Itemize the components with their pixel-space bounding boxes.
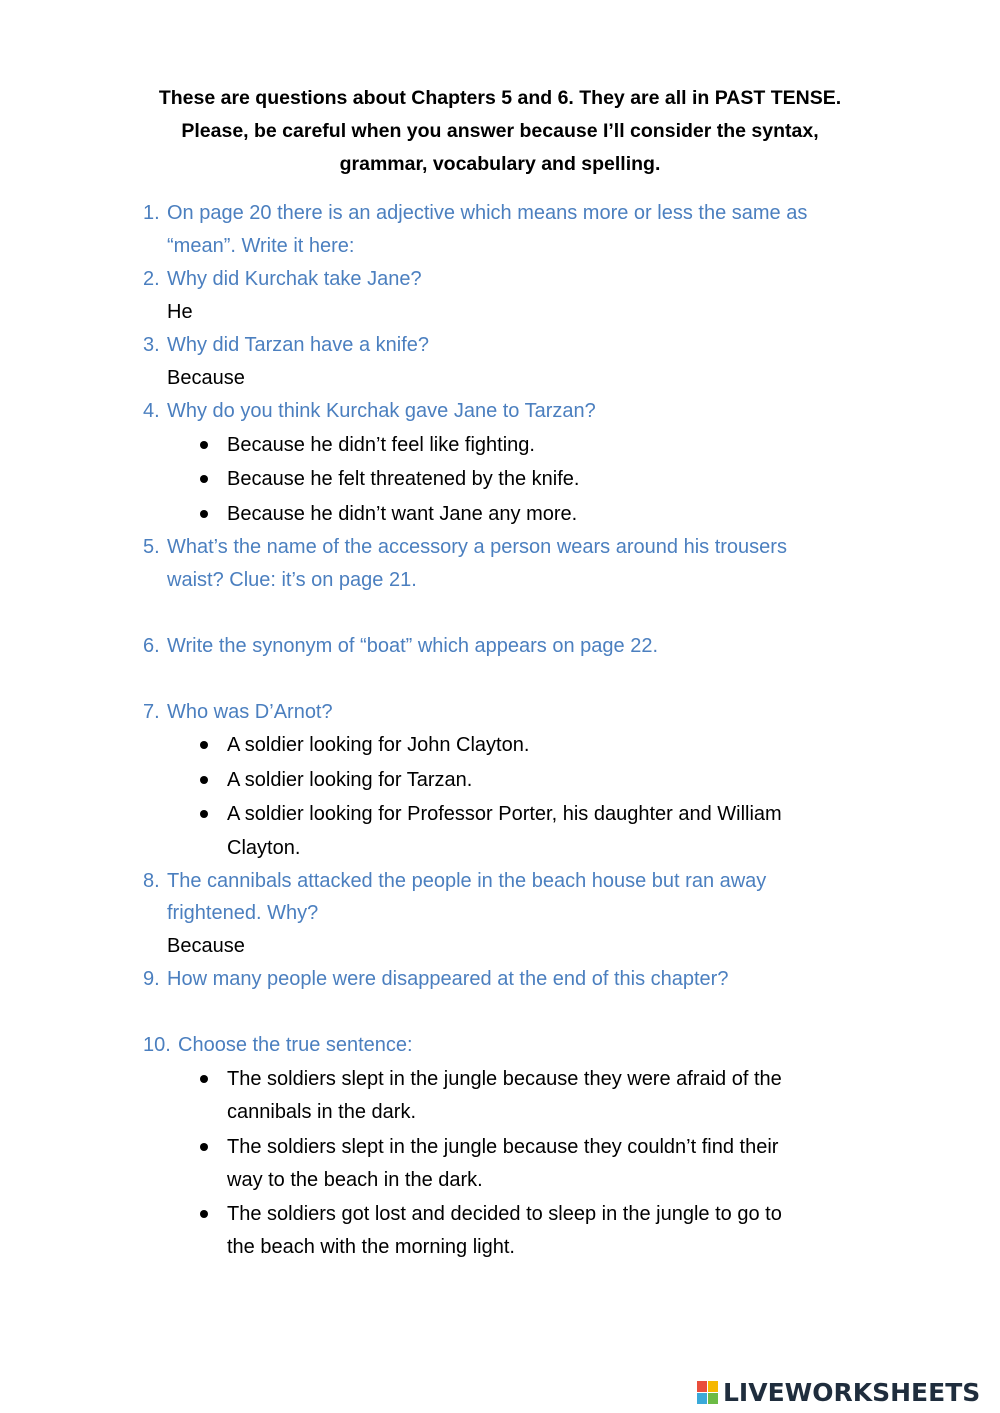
bullet-icon	[200, 776, 208, 784]
bullet-icon	[200, 1143, 208, 1151]
question-number: 4.	[143, 400, 160, 422]
question-number: 7.	[143, 701, 160, 723]
question-text: Write the synonym of “boat” which appears on page 22.	[167, 635, 659, 657]
option-10b[interactable]: The soldiers slept in the jungle because they couldn’t find their	[227, 1136, 779, 1158]
question-number: 5.	[143, 536, 160, 558]
option-7b[interactable]: A soldier looking for Tarzan.	[227, 769, 473, 791]
question-number: 6.	[143, 635, 160, 657]
bullet-icon	[200, 810, 208, 818]
question-number: 8.	[143, 870, 160, 892]
question-text: Why did Kurchak take Jane?	[167, 268, 422, 290]
question-number: 2.	[143, 268, 160, 290]
question-text: The cannibals attacked the people in the beach house but ran away	[167, 870, 767, 892]
option-4b[interactable]: Because he felt threatened by the knife.	[227, 468, 580, 490]
question-5-continued: waist? Clue: it’s on page 21.	[167, 569, 417, 591]
answer-starter-2: He	[167, 301, 193, 323]
question-text: Who was D’Arnot?	[167, 701, 333, 723]
option-10a[interactable]: The soldiers slept in the jungle because they were afraid of the	[227, 1068, 782, 1090]
question-text: Choose the true sentence:	[178, 1034, 413, 1056]
bullet-icon	[200, 1210, 208, 1218]
option-4c[interactable]: Because he didn’t want Jane any more.	[227, 503, 578, 525]
bullet-icon	[200, 475, 208, 483]
instructions-line-1: These are questions about Chapters 5 and 6. They are all in PAST TENSE.	[158, 87, 842, 109]
bullet-icon	[200, 441, 208, 449]
logo-text: LIVEWORKSHEETS	[723, 1378, 981, 1407]
answer-starter-3: Because	[167, 367, 245, 389]
bullet-icon	[200, 510, 208, 518]
option-4a[interactable]: Because he didn’t feel like fighting.	[227, 434, 535, 456]
liveworksheets-logo[interactable]	[697, 1380, 993, 1406]
option-7a[interactable]: A soldier looking for John Clayton.	[227, 734, 530, 756]
option-7c[interactable]: A soldier looking for Professor Porter, his daughter and William	[227, 803, 782, 825]
instructions	[120, 82, 880, 181]
option-10c-continued[interactable]: the beach with the morning light.	[227, 1236, 515, 1258]
question-1-continued: “mean”. Write it here:	[167, 235, 355, 257]
question-8-continued: frightened. Why?	[167, 902, 319, 924]
question-number: 10.	[143, 1034, 171, 1056]
question-text: What’s the name of the accessory a person wears around his trousers	[167, 536, 787, 558]
question-number: 3.	[143, 334, 160, 356]
question-text: On page 20 there is an adjective which means more or less the same as	[167, 202, 808, 224]
option-7c-continued[interactable]: Clayton.	[227, 837, 301, 859]
bullet-icon	[200, 1075, 208, 1083]
instructions-line-2: Please, be careful when you answer because I’ll consider the syntax,	[181, 120, 819, 142]
question-number: 1.	[143, 202, 160, 224]
question-text: Why do you think Kurchak gave Jane to Tarzan?	[167, 400, 596, 422]
question-text: How many people were disappeared at the end of this chapter?	[167, 968, 729, 990]
option-10b-continued[interactable]: way to the beach in the dark.	[227, 1169, 483, 1191]
bullet-icon	[200, 741, 208, 749]
liveworksheets-logo-icon	[697, 1381, 719, 1405]
question-text: Why did Tarzan have a knife?	[167, 334, 430, 356]
option-10c[interactable]: The soldiers got lost and decided to sleep in the jungle to go to	[227, 1203, 782, 1225]
instructions-line-3: grammar, vocabulary and spelling.	[339, 153, 661, 175]
option-10a-continued[interactable]: cannibals in the dark.	[227, 1101, 417, 1123]
answer-starter-8: Because	[167, 935, 245, 957]
question-number: 9.	[143, 968, 160, 990]
